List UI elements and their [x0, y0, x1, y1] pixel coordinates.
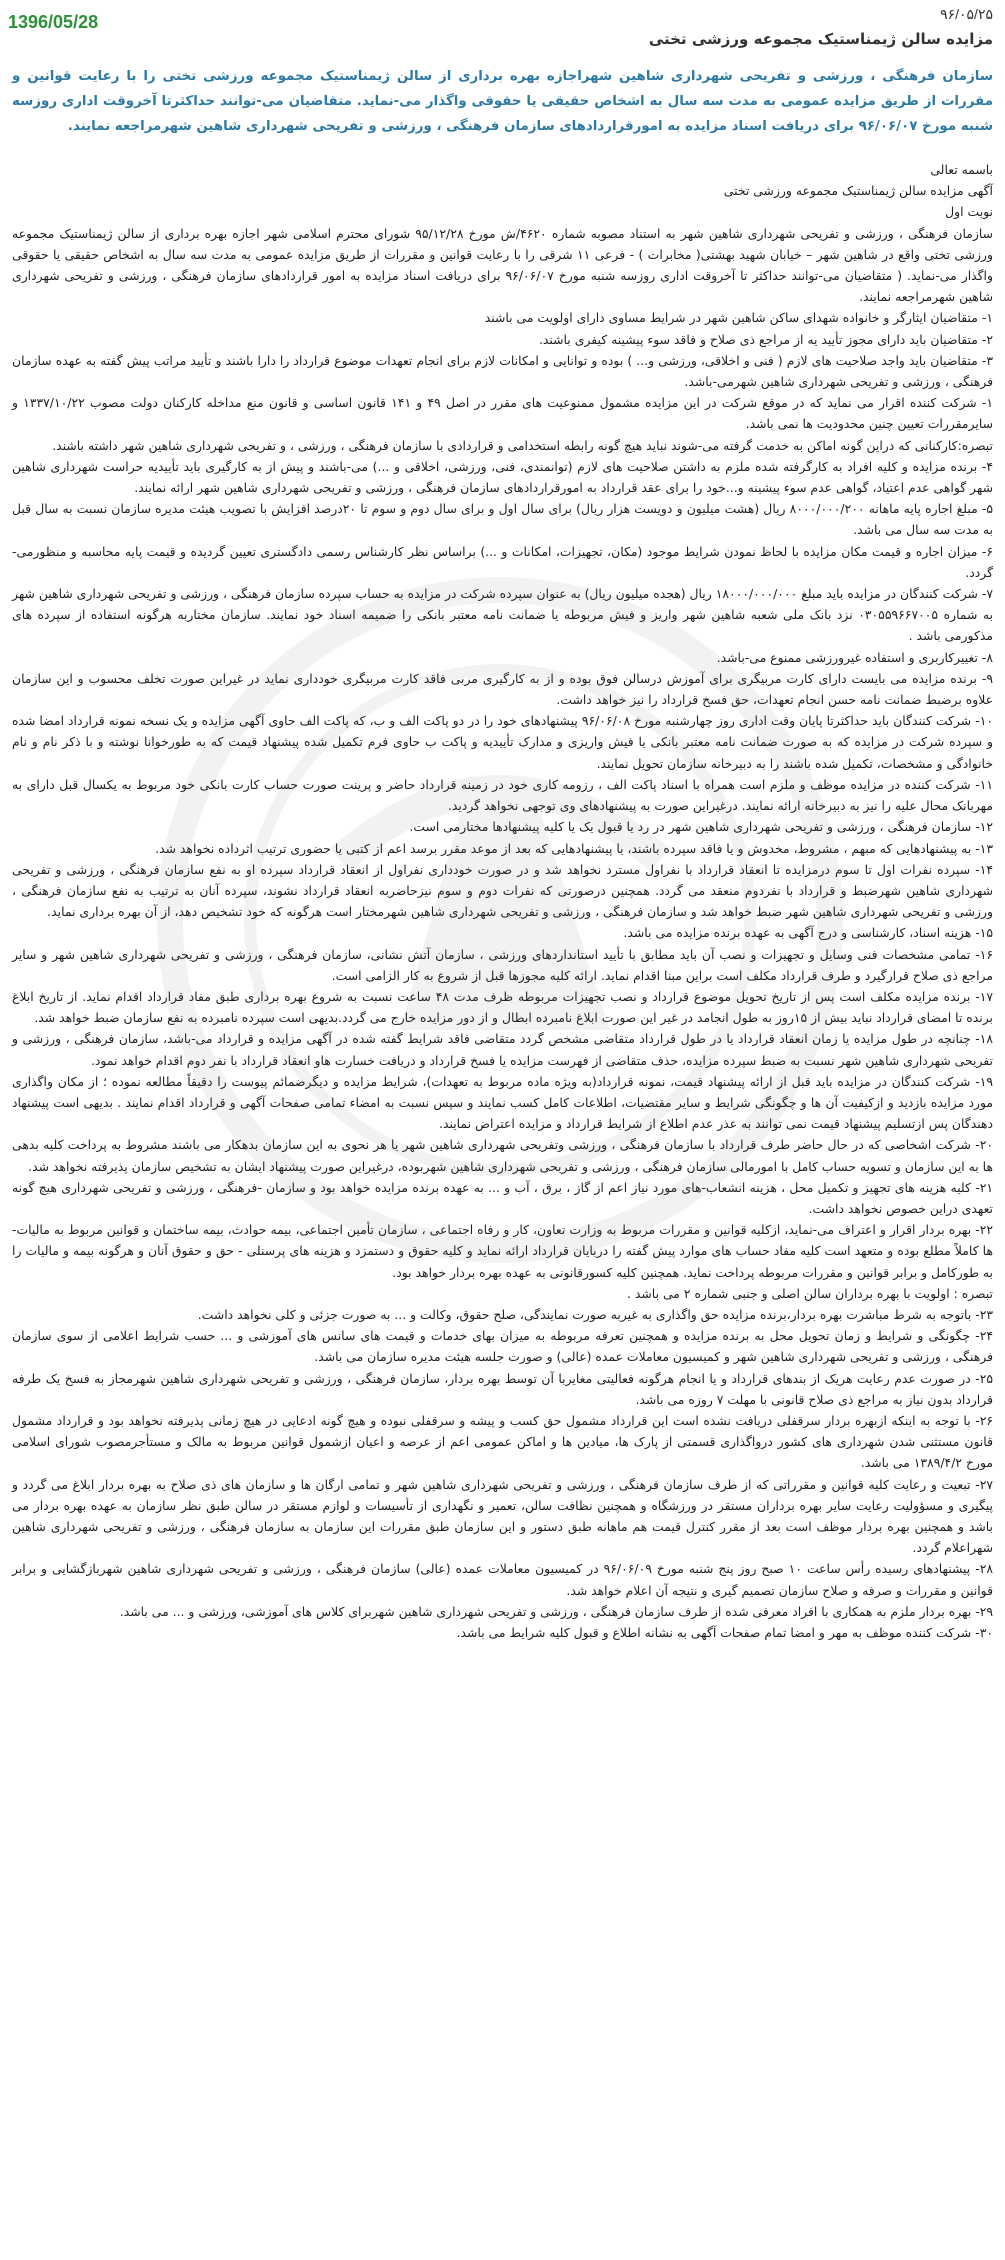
basmala: باسمه تعالی — [930, 162, 993, 177]
advertisement-body — [12, 159, 993, 1643]
clause-item: ۱۲- سازمان فرهنگی ، ورزشی و تفریحی شهرداری شاهین شهر در رد یا قبول یک یا کلیه پیشنهادها مختارمی است. — [409, 819, 993, 835]
header — [0, 0, 1005, 62]
clause-item: ۲۲- بهره بردار اقرار و اعتراف می-نماید، ازکلیه قوانین و مقررات مربوط به وزارت تعاون، کار و رفاه اجتماعی ، سازمان تأمین اجتماعی، بیمه حوادث، بیمه ساختمان و قوانین مربوط به مالیات-ها کاملاً مطلع بوده و متعهد است کلیه مفاد حساب های موارد پیش گفته را دربایان قرارداد ارائه نماید و کلیه حقوق و دستمزد و هزینه های پرسنلی - حق و حقوق آنان و هرگونه بیمه و مالیات را به طورکامل و برابر قوانین و مقررات مربوطه پرداخت نماید. همچنین کلیه کسورقانونی به عهده بهره بردار خواهد بود. — [12, 1222, 993, 1280]
clause-item: ۳۰- شرکت کننده موظف به مهر و امضا تمام صفحات آگهی به نشانه اطلاع و قبول کلیه شرایط می باشد. — [456, 1625, 993, 1641]
clause-item: ۲۴- چگونگی و شرایط و زمان تحویل محل به برنده مزایده و همچنین تعرفه مربوطه به میزان بهای خدمات و قیمت های سانس های آموزشی و ... حسب شرایط اعلامی از سوی سازمان فرهنگی ، ورزشی و تفریحی شهرداری شاهین شهر و کمیسیون معاملات عمده (عالی) و صورت جلسه هیئت مدیره سازمان می باشد. — [12, 1328, 993, 1365]
ad-intro: سازمان فرهنگی ، ورزشی و تفریحی شهرداری شاهین شهر به استناد مصوبه شماره ۴۶۲۰/ش مورخ ۹۵/۱۲/۲۸ شورای محترم اسلامی شهر اجازه بهره برداری از سالن ژیمناستیک مجموعه ورزشی تختی واقع در شاهین شهر – خیابان شهید بهشتی( مخابرات ) - فرعی ۱۱ شرقی را با رعایت قوانین و مقررات از طریق مزایده عمومی به مدت سه سال به اشخاص حقیقی یا حقوقی واگذار می-نماید. ( متقاضیان می-توانند حداکثر تا آخروقت اداری روزسه شنبه مورخ ۹۶/۰۶/۰۷ برای دریافت اسناد مزایده به امور قراردادهای سازمان فرهنگی ، ورزشی و تفریحی شهرداری شاهین شهرمراجعه نمایند. — [12, 225, 993, 305]
clause-list — [12, 307, 993, 1643]
clause-item: ۴- برنده مزایده و کلیه افراد به کارگرفته شده ملزم به داشتن صلاحیت های لازم (توانمندی، فنی، ورزشی، اخلاقی و ...) می-باشند و پیش از به کارگیری باید تأییدیه حراست شهرداری شاهین شهر گواهی عدم اعتیاد، گواهی عدم سوء پیشینه و...خود را برای عقد قرارداد به امورقراردادهای سازمان فرهنگی ، ورزشی و تفریحی شهرداری شاهین شهر ارائه نمایند. — [12, 458, 993, 496]
clause-item: ۱- متقاضیان ایثارگر و خانواده شهدای ساکن شاهین شهر در شرایط مساوی دارای اولویت می باشند — [484, 310, 993, 326]
clause-item: تبصره : اولویت با بهره برداران سالن اصلی و جنبی شماره ۲ می باشد . — [627, 1285, 993, 1301]
clause-item: ۱۶- تمامی مشخصات فنی وسایل و تجهیزات و نصب آن باید مطابق با تأیید استانداردهای ورزشی ، سازمان آتش نشانی، سازمان فرهنگی ، ورزشی و تفریحی شهرداری شاهین شهر و سایر مراجع ذی صلاح قرارگیرد و طرف قرارداد مکلف است براین مبنا اقدام نماید. ارائه کلیه مجوزها قبل از شروع به کار الزامی است. — [12, 946, 993, 983]
clause-item: ۳- متقاضیان باید واجد صلاحیت های لازم ( فنی و اخلاقی، ورزشی و... ) بوده و توانایی و امکانات لازم برای انجام تعهدات موضوع قرارداد را دارا باشند و تأیید مراتب پیش گفته به عهده سازمان فرهنگی ، ورزشی و تفریحی شهرداری شاهین شهرمی-باشد. — [12, 352, 993, 390]
clause-item: ۱۹- شرکت کنندگان در مزایده باید قبل از ارائه پیشنهاد قیمت، نمونه قرارداد(به ویژه ماده مربوط به تعهدات)، شرایط مزایده و دیگرضمائم پیوست را دقیقاً مطالعه نموده ؛ از مکان واگذاری مورد مزایده بازدید و ازکیفیت آن ها و چگونگی شرایط و سایر مقتضیات، اطلاعات کامل کسب نمایند و سپس نسبت به امضاء تمامی صفحات آگهی و قرارداد اقدام نمایند . بدیهی است پیشنهاد دهندگان پس ازتسلیم پیشنهاد قیمت نمی توانند به عذر عدم اطلاع از شرایط قرارداد و مزایده اعتراض نمایند. — [12, 1073, 993, 1132]
clause-item: ۲۸- پیشنهادهای رسیده رأس ساعت ۱۰ صبح روز پنج شنبه مورخ ۹۶/۰۶/۰۹ در کمیسیون معاملات عمده (عالی) سازمان فرهنگی ، ورزشی و تفریحی شهرداری شاهین شهربازگشایی و برابر قوانین و مقررات و صرفه و صلاح سازمان تصمیم گیری و نتیجه آن اعلام خواهد شد. — [12, 1561, 993, 1598]
clause-item: ۲- متقاضیان باید دارای مجوز تأیید یه از مراجع ذی صلاح و فاقد سوء پیشینه کیفری باشند. — [538, 331, 993, 347]
clause-item: ۱۵- هزینه اسناد، کارشناسی و درج آگهی به عهده برنده مزایده می باشد. — [623, 925, 993, 941]
clause-item: ۵- مبلغ اجاره پایه ماهانه ۸۰۰۰/۰۰۰/۲۰۰ ریال (هشت میلیون و دویست هزار ریال) برای سال اول و برای سال دوم و سوم تا ۲۰درصد افزایش با تصویب هیئت مدیره سازمان نسبت به سال قبل به مدت سه سال می باشد. — [12, 501, 993, 538]
clause-item: ۲۳- باتوجه به شرط مباشرت بهره بردار،برنده مزایده حق واگذاری به غیربه صورت نمایندگی، صلح حقوق، وکالت و ... به صورت جزئی و کلی نخواهد داشت. — [197, 1306, 993, 1322]
clause-item: ۲۷- تبعیت و رعایت کلیه قوانین و مقرراتی که از طرف سازمان فرهنگی ، ورزشی و تفریحی شهرداری شاهین شهر و تمامی ارگان ها و سازمان های ذی صلاح به بهره بردار ابلاغ می گردد و پیگیری و مسؤولیت رعایت سایر بهره برداران مستقر در ورزشگاه و همچنین نظافت سالن، تعمیر و نگهداری از تأسیسات و لوازم مستقر در سالن طبق نظر سازمان به عهده بهره بردار می باشد و همچنین بهره بردار موظف است بعد از مقرر کنترل قیمت هم ماهانه طبق دستور و این سازمان طبق مقررات این سازمان به سازمان فرهنگی ، ورزشی و تفریحی شهرداری شاهین شهراعلام گردد. — [12, 1476, 993, 1556]
clause-item: ۱۷- برنده مزایده مکلف است پس از تاریخ تحویل موضوع قرارداد و نصب تجهیزات مربوطه ظرف مدت ۴۸ ساعت نسبت به شروع بهره برداری طبق مفاد قرارداد اقدام نماید. از تاریخ ابلاغ برنده تا امضای قرارداد نباید بیش از ۱۵روز به طول انجامد در غیر این صورت ابلاغ نامبرده ابطال و از دور مزایده خارج می گردد.بدیهی است سپرده نامبرده به نفع سازمان ضبط خواهد شد. — [12, 988, 993, 1026]
clause-item: ۷- شرکت کنندگان در مزایده باید مبلغ ۱۸۰۰۰/۰۰۰/۰۰۰ ریال (هجده میلیون ریال) به عنوان سپرده شرکت در مزایده به حساب سپرده سازمان فرهنگی ، ورزشی و تفریحی شهرداری شاهین شهر به شماره ۰۳۰۵۵۹۶۶۷۰۰۵ نزد بانک ملی شعبه شاهین شهر واریز و فیش مربوطه یا ضمانت نامه معتبر بانکی را ضمیمه اسناد خود نمایند. سازمان مختاربه هرگونه استفاده از سپرده های مذکورمی باشد . — [12, 586, 994, 644]
clause-item: ۱۴- سپرده نفرات اول تا سوم درمزایده تا انعقاد قرارداد با نفراول مسترد نخواهد شد و در صورت خودداری نفراول از انعقاد قرارداد سپرده او به نفع سازمان فرهنگی ، ورزشی و تفریحی شهرداری شاهین شهرضبط و قرارداد با نفردوم منعقد می گردد. همچنین درصورتی که نفرات دوم و سوم نیزحاضربه انعقاد قرارداد نشوند، سپرده آنان به ترتیب به نفع سازمان فرهنگی ، ورزشی و تفریحی شهرداری شاهین شهر ضبط خواهد شد و سازمان فرهنگی ، ورزشی و تفریحی شهرداری شاهین شهرمختار است هرگونه که خود تشخیص دهد، از آن بهره برداری نماید. — [12, 861, 993, 920]
clause-item: تبصره:کارکنانی که دراین گونه اماکن به خدمت گرفته می-شوند نباید هیچ گونه رابطه استخدامی و قراردادی با سازمان فرهنگی ، ورزشی ، و تفریحی شهرداری شاهین شهر داشته باشند. — [52, 437, 993, 453]
clause-item: ۱۳- به پیشنهادهایی که مبهم ، مشروط، مخدوش و یا فاقد سپرده باشند، یا پیشنهادهایی که بعد از موعد مقرر برسد اعم از کتبی یا حضوری ترتیب اثرداده نخواهد شد. — [155, 840, 993, 856]
clause-item: ۲۰- شرکت اشخاصی که در حال حاضر طرف قرارداد با سازمان فرهنگی ، ورزشی وتفریحی شهرداری شاهین شهر یا هر نحوی به این سازمان بدهکار می باشند مشروط به پرداخت کلیه بدهی ها به این سازمان و تسویه حساب کامل با امورمالی سازمان فرهنگی ، ورزشی و تفریحی شهرداری شاهین شهربوده، درغیراین صورت پیشنهاد ایشان به تشخیص سازمان پذیرفته نخواهد شد. — [12, 1137, 993, 1174]
clause-item: ۱- شرکت کننده اقرار می نماید که در موقع شرکت در این مزایده مشمول ممنوعیت های مقرر در اصل ۴۹ و ۱۴۱ قانون اساسی و قانون منع مداخله کارکنان دولت مصوب ۱۳۳۷/۱۰/۲۲ و سایرمقررات تعیین چنین محدودیت ها نمی باشد. — [12, 395, 993, 432]
lead-paragraph: سازمان فرهنگی ، ورزشی و تفریحی شهرداری شاهین شهراجازه بهره برداری از سالن ژیمناستیک مجموعه ورزشی تختی را با رعایت قوانین و مقررات از طریق مزایده عمومی به مدت سه سال به اشخاص حقیقی یا حقوقی واگذار می-نماید. متقاضیان می-توانند حداکثرتا آخروقت اداری روزسه شنبه مورخ ۹۶/۰۶/۰۷ برای دریافت اسناد مزایده به امورقراردادهای سازمان فرهنگی ، ورزشی و تفریحی شهرداری شاهین شهرمراجعه نمایند. — [12, 69, 993, 134]
clause-item: ۱۱- شرکت کننده در مزایده موظف و ملزم است همراه با اسناد پاکت الف ، رزومه کاری خود در زمینه قرارداد حاضر و پرینت صورت حساب کارت بانکی خود مربوط به یکسال قبل دارای به مهربانک محال علیه را نیز به دبیرخانه ارائه نمایند. درغیراین صورت به پیشنهادهای وی توجهی نخواهد گردید. — [12, 776, 993, 814]
clause-item: ۲۵- در صورت عدم رعایت هریک از بندهای قرارداد و یا انجام هرگونه فعالیتی مغایربا آن توسط بهره بردار، سازمان فرهنگی ، ورزشی و تفریحی شهرداری شاهین شهرمجاز به فسخ یک طرفه قرارداد بدون نیاز به مراجع ذی صلاح قانونی با مهلت ۷ روزه می باشد. — [12, 1370, 993, 1407]
clause-item: ۲۱- کلیه هزینه های تجهیز و تکمیل محل ، هزینه انشعاب-های مورد نیاز اعم از گاز ، برق ، آب و ... به عهده برنده مزایده خواهد بود و سازمان -فرهنگی ، ورزشی و تفریحی شهرداری هیچ گونه تعهدی دراین خصوص نخواهد داشت. — [12, 1179, 993, 1216]
page-title: مزایده سالن ژیمناستیک مجموعه ورزشی تختی — [648, 30, 993, 48]
clause-item: ۱۰- شرکت کنندگان باید حداکثرتا پایان وقت اداری روز چهارشنبه مورخ ۹۶/۰۶/۰۸ پیشنهادهای خود را در دو پاکت الف و ب، که پاکت الف حاوی آگهی مزایده و یک نسخه نمونه قرارداد امضا شده و سپرده شرکت در مزایده که به صورت ضمانت نامه معتبر بانکی یا فیش واریزی و مدارک تأییدیه و پاکت ب حاوی فرم تکمیل شده پیشنهاد قیمت که به طورخوانا نوشته و با ذکر نام و نام خانوادگی و مشخصات، تکمیل شده باشند را به دبیرخانه سازمان تحویل نمایند. — [12, 713, 993, 771]
clause-item: ۸- تغییرکاربری و استفاده غیرورزشی ممنوع می-باشد. — [716, 649, 993, 665]
clause-item: ۱۸- چنانچه در طول مزایده یا زمان انعقاد قرارداد یا در طول قرارداد متقاضی مشخص گردد متقاضی فاقد شرایط گفته شده در آگهی مزایده و قرارداد می-باشد، سازمان فرهنگی ، ورزشی و تفریحی شهرداری شاهین شهر نسبت به ضبط سپرده مزایده، حذف متقاضی از فهرست مزایده یا فسخ قرارداد و دریافت خسارت هاو انعقاد قرارداد با نفر دوم اقدام خواهد نمود. — [12, 1031, 993, 1068]
clause-item: ۲۹- بهره بردار ملزم به همکاری با افراد معرفی شده از طرف سازمان فرهنگی ، ورزشی و تفریحی شهرداری شاهین شهربرای کلاس های آموزشی، ورزشی و ... می باشد. — [119, 1603, 993, 1619]
clause-item: ۶- میزان اجاره و قیمت مکان مزایده با لحاظ نمودن شرایط موجود (مکان، تجهیزات، امکانات و ...) براساس نظر کارشناس رسمی دادگستری تعیین گردیده و قیمت پایه محاسبه و منظورمی-گردد. — [12, 543, 993, 580]
ad-heading: آگهی مزایده سالن ژیمناستیک مجموعه ورزشی تختی — [723, 183, 993, 199]
reference-number: ۹۶/۰۵/۲۵ — [940, 6, 993, 22]
clause-item: ۲۶- با توجه به اینکه ازبهره بردار سرقفلی دریافت نشده است این قرارداد مشمول حق کسب و پیشه و سرقفلی نبوده و هیچ گونه ادعایی در هیچ زمانی پذیرفته نخواهد بود و قرارداد مشمول قانون مستثنی شدن شهرداری های کشور درواگذاری قسمتی از پارک ها، میادین ها و اماکن عمومی اعم از عرصه و اعیان ازشمول قوانین مربوط به مالک و مستأجرمصوب شورای اسلامی مورخ ۱۳۸۹/۴/۲ می باشد. — [12, 1412, 993, 1471]
clause-item: ۹- برنده مزایده می بایست دارای کارت مربیگری برای آموزش درسالن فوق بوده و از به کارگیری مربی فاقد کارت مربیگری خودداری نماید در غیراین صورت تخلف محسوب و این سازمان علاوه برضبط ضمانت نامه حسن انجام تعهدات، حق فسخ قرارداد را نیز خواهد داشت. — [12, 670, 993, 708]
date-stamp: 1396/05/28 — [8, 12, 99, 32]
ad-round: نوبت اول — [945, 204, 993, 220]
